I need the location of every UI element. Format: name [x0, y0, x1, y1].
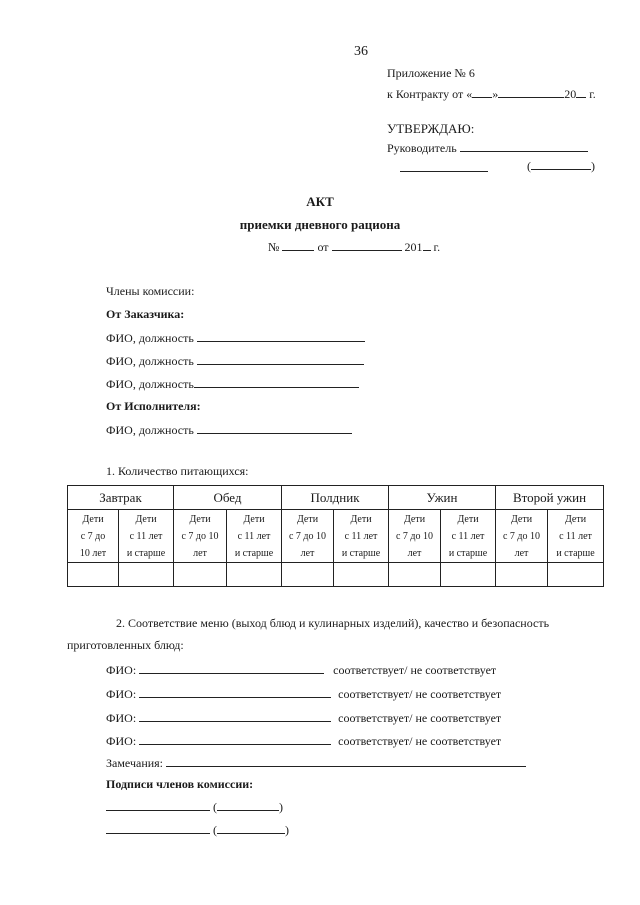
fio-blank: [139, 686, 331, 698]
act-year-prefix: 201: [404, 240, 423, 254]
count-cell[interactable]: [548, 563, 604, 587]
count-row: [68, 563, 604, 587]
executor-heading: От Исполнителя:: [106, 399, 201, 413]
remarks-row: [106, 755, 526, 771]
age-group-cell: Дети с 7 до 10 лет: [282, 510, 334, 563]
signature-name-blank: [217, 822, 285, 834]
count-cell[interactable]: [227, 563, 282, 587]
count-cell[interactable]: [334, 563, 389, 587]
fio-label: ФИО:: [106, 734, 137, 748]
act-year-blank: [423, 239, 431, 251]
fio-blank: [139, 710, 331, 722]
appendix-contract-year: 20: [564, 87, 577, 101]
signature-paren-close: ): [279, 800, 283, 814]
fio-label: ФИО:: [106, 663, 137, 677]
meal-header: Завтрак: [68, 486, 174, 510]
customer-heading: От Заказчика:: [106, 307, 185, 321]
meal-header: Полдник: [282, 486, 389, 510]
signature-paren-close: ): [285, 823, 289, 837]
fio-position-label: ФИО, должность: [106, 423, 194, 437]
fio-label: ФИО:: [106, 687, 137, 701]
appendix-contract-prefix: к Контракту от «: [387, 87, 473, 101]
approval-paren-open: (: [527, 159, 531, 173]
approval-head-blank: [460, 140, 588, 152]
fio-position-blank: [197, 422, 352, 434]
signature-row-2: [106, 822, 289, 838]
compliance-text: соответствует/ не соответствует: [338, 734, 502, 748]
signatures-heading: Подписи членов комиссии:: [106, 777, 254, 791]
meal-header: Второй ужин: [496, 486, 604, 510]
count-cell[interactable]: [282, 563, 334, 587]
fio-position-blank: [197, 330, 365, 342]
fio-compliance-row-3: [106, 710, 501, 726]
appendix-title: Приложение № 6: [387, 66, 475, 80]
compliance-text: соответствует/ не соответствует: [333, 663, 497, 677]
customer-fio-row-1: [106, 330, 365, 346]
signature-name-blank: [217, 799, 279, 811]
age-group-row: [68, 510, 604, 563]
fio-position-label: ФИО, должность: [106, 331, 194, 345]
signature-blank: [106, 799, 210, 811]
meal-header: Обед: [174, 486, 282, 510]
approval-name-blank: [531, 158, 591, 170]
appendix-contract-suffix: г.: [589, 87, 596, 101]
approval-head-label: Руководитель: [387, 141, 457, 155]
count-cell[interactable]: [389, 563, 441, 587]
customer-fio-row-2: [106, 353, 364, 369]
appendix-contract-mid: »: [492, 87, 499, 101]
fio-blank: [139, 662, 324, 674]
approval-name-line: [527, 158, 595, 174]
count-cell[interactable]: [174, 563, 227, 587]
act-number-line: [268, 239, 440, 255]
count-cell[interactable]: [68, 563, 119, 587]
age-group-cell: Дети с 11 лет и старше: [227, 510, 282, 563]
approval-paren-close: ): [591, 159, 595, 173]
remarks-label: Замечания:: [106, 756, 164, 770]
executor-fio-row: [106, 422, 352, 438]
meal-header-row: [68, 486, 604, 510]
act-year-suffix: г.: [433, 240, 441, 254]
section2-heading-line2: приготовленных блюд:: [67, 638, 184, 652]
age-group-cell: Дети с 11 лет и старше: [334, 510, 389, 563]
remarks-blank: [166, 755, 526, 767]
section1-heading: 1. Количество питающихся:: [106, 464, 249, 478]
fio-position-blank: [197, 353, 364, 365]
fio-compliance-row-2: [106, 686, 501, 702]
act-number-prefix: №: [268, 240, 280, 254]
act-title: АКТ: [306, 194, 334, 209]
appendix-contract-line: [387, 86, 596, 102]
customer-fio-row-3: [106, 376, 359, 392]
approval-signature-line: [400, 160, 488, 176]
signature-paren-open: (: [213, 823, 217, 837]
age-group-cell: Дети с 7 до 10 лет: [496, 510, 548, 563]
act-date-blank: [332, 239, 402, 251]
age-group-cell: Дети с 7 до 10 лет: [389, 510, 441, 563]
contract-month-blank: [498, 86, 564, 98]
fio-position-blank: [194, 376, 359, 388]
act-subtitle: приемки дневного рациона: [239, 217, 401, 232]
contract-day-blank: [472, 86, 492, 98]
age-group-cell: Дети с 7 до 10 лет: [174, 510, 227, 563]
count-cell[interactable]: [496, 563, 548, 587]
act-from-word: от: [317, 240, 329, 254]
commission-label: Члены комиссии:: [106, 284, 195, 298]
count-cell[interactable]: [119, 563, 174, 587]
section2-heading-line1: 2. Соответствие меню (выход блюд и кулинарных изделий), качество и безопасность: [116, 616, 550, 630]
signature-paren-open: (: [213, 800, 217, 814]
contract-year-blank: [576, 86, 586, 98]
age-group-cell: Дети с 11 лет и старше: [119, 510, 174, 563]
fio-compliance-row-1: [106, 662, 496, 678]
fio-blank: [139, 733, 331, 745]
approval-signature-blank: [400, 160, 488, 172]
count-cell[interactable]: [441, 563, 496, 587]
approval-head-line: [387, 140, 588, 156]
approval-title: УТВЕРЖДАЮ:: [387, 121, 475, 136]
fio-position-label: ФИО, должность: [106, 377, 194, 391]
diners-table: [67, 485, 604, 587]
compliance-text: соответствует/ не соответствует: [338, 711, 502, 725]
signature-row-1: [106, 799, 283, 815]
meal-header: Ужин: [389, 486, 496, 510]
fio-position-label: ФИО, должность: [106, 354, 194, 368]
page-number: 36: [354, 44, 368, 59]
signature-blank: [106, 822, 210, 834]
compliance-text: соответствует/ не соответствует: [338, 687, 502, 701]
age-group-cell: Дети с 7 до 10 лет: [68, 510, 119, 563]
age-group-cell: Дети с 11 лет и старше: [548, 510, 604, 563]
age-group-cell: Дети с 11 лет и старше: [441, 510, 496, 563]
fio-compliance-row-4: [106, 733, 501, 749]
act-number-blank: [282, 239, 314, 251]
fio-label: ФИО:: [106, 711, 137, 725]
